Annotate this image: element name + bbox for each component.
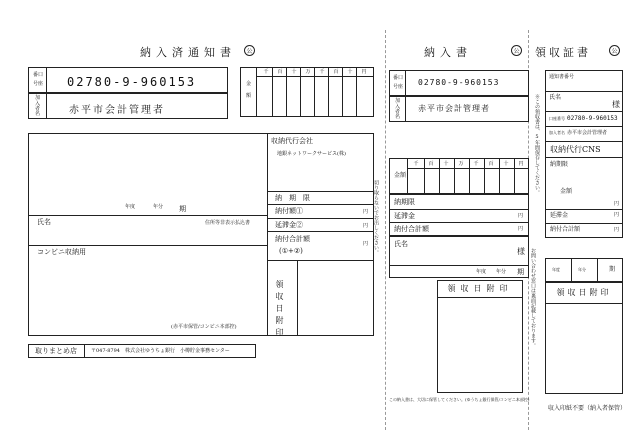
left-main-box: 収納代行会社 地銀ネットワークサービス(株) 納 期 限 納付額① 円 延滞金② 円 納付合計額 円 (①+②) 領収日附印 年度 年分 期 氏名 住所等非表示払込書 コンビニ収納用 (赤平市保管/コンビニ本部控) <box>28 133 374 336</box>
left-name-label: 氏名 <box>37 218 51 226</box>
row-amount: 納付額① <box>275 207 303 215</box>
mid-row-due: 納期限 <box>394 198 415 206</box>
payee-label: 加 <box>35 95 41 101</box>
left-payee-box: 加 入 者 名 赤平市会計管理者 <box>28 93 228 119</box>
right-stamp-box <box>545 282 623 394</box>
mid-payee-box: 加 入 者 名 赤平市会計管理者 <box>389 96 529 122</box>
right-account-number: 02780-9-960153 <box>567 115 618 122</box>
mid-account-number: 02780-9-960153 <box>418 78 500 87</box>
right-side-note: ※この領収書は、5年間保存してください。 <box>534 94 540 195</box>
right-stamp-label: 領収日附印 <box>556 288 612 297</box>
mid-stamp-box <box>437 280 523 393</box>
conv-label: コンビニ収納用 <box>37 248 86 256</box>
mid-footnote: この納入書は、大切に保管してください。(ゆうちょ銀行保管/コンビニ本部控) <box>389 397 530 402</box>
row-total: 納付合計額 <box>275 235 310 243</box>
left-amount-box: 金 額 千 百 十 万 千 百 十 円 <box>240 67 374 117</box>
perforation-left <box>385 30 386 430</box>
agent-name: 地銀ネットワークサービス(株) <box>277 151 346 157</box>
mid-row-total: 納付合計額 <box>394 225 429 233</box>
row-due: 納 期 限 <box>275 194 310 202</box>
left-stamp-label: 領収日附印 <box>275 280 284 340</box>
custodian-note: (赤平市保管/コンビニ本部控) <box>171 324 237 330</box>
seal-right: 公 <box>609 45 620 56</box>
account-label: 番口 <box>33 72 44 78</box>
mid-row-late: 延滞金 <box>394 212 415 220</box>
seal-left: 公 <box>244 45 255 56</box>
seal-mid: 公 <box>511 45 522 56</box>
summary-detail: 〒047-8794 株式会社ゆうちょ銀行 小樽貯金事務センター <box>91 348 230 354</box>
left-account-box: 番口 号座 02780-9-960153 <box>28 67 228 93</box>
mid-amount-box: 金額 千 百 十 万 千 百 十 円 <box>389 158 529 194</box>
right-payee: 赤平市会計管理者 <box>567 130 608 136</box>
right-info-box: 通知書番号 氏名 様 口座番号 02780-9-960153 加入者名 赤平市会計管理者 収納代行CNS 納期限 金額 円 延滞金 円 納付合計額 円 <box>545 70 623 238</box>
mid-side-note: お問い合わせ窓口は裏面記載しております。 <box>530 248 536 348</box>
left-side-note: 切り取らないでお出しください。 <box>373 180 379 255</box>
mid-stamp-label: 領収日附印 <box>447 284 513 293</box>
row-late: 延滞金② <box>275 221 303 229</box>
title-right: 領収証書 <box>535 46 591 59</box>
account-number: 02780-9-960153 <box>67 75 197 89</box>
address-note: 住所等非表示払込書 <box>205 220 251 226</box>
right-date-box: 年度 年分 期 <box>545 258 623 282</box>
agent-label: 収納代行会社 <box>271 137 313 145</box>
right-footnote: 収入印紙不要（納入者保管） <box>548 405 627 412</box>
summary-store-box <box>28 344 256 358</box>
summary-label: 取りまとめ店 <box>35 347 77 355</box>
right-agent: 収納代行CNS <box>550 145 601 154</box>
mid-rows-box: 納期限 延滞金 円 納付合計額 円 <box>389 194 529 236</box>
mid-payee: 赤平市会計管理者 <box>418 104 490 113</box>
payee-name: 赤平市会計管理者 <box>69 105 165 116</box>
mid-name-box: 氏名 様 年度 年分 期 <box>389 236 529 278</box>
title-left: 納入済通知書 <box>140 46 236 59</box>
mid-account-box: 番口 号座 02780-9-960153 <box>389 70 529 96</box>
title-mid: 納入書 <box>424 46 472 59</box>
